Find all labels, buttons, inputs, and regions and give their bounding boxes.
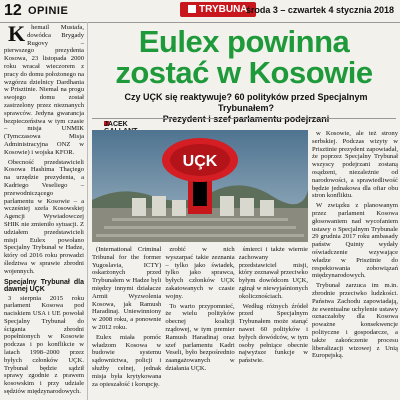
paragraph: Według różnych źródeł przed Specjalnym Trybunałem może stanąć nawet 60 polityków i byłych dowódców, w tym osoby pełniące obecnie najwyższe funkcje w państwie. bbox=[238, 302, 308, 365]
paragraph: Obecność przedstawicieli Kosowa Hashima Thaçiego na urzędzie prezydenta, a Kadriego Veseliego – przewodniczącego parlamentu w Kosowie – a wcześniej szefa Kosowskiej Agencji Wywiadowczej SHIK nie zmieniło sytuacji. Z udziałem przedstawicieli misji Eulex powołano Specjalny Trybunał w Hadze, który od 2016 roku prowadzi śledztwa w sprawie zbrodni wojennych. bbox=[4, 158, 84, 275]
brand-mark-icon bbox=[188, 5, 196, 13]
author-name: JACEK bbox=[104, 121, 128, 128]
paragraph: zrobić w nich wyszarpać takie zeznania – tylko jako świadek, tylko jako sprawca, byłych członków UÇK zakatowanych w czasie wojny. bbox=[165, 246, 235, 300]
deck-line-1: Czy UÇK się reaktywuje? 60 polityków przed Specjalnym Trybunałem? bbox=[124, 92, 368, 113]
byline bbox=[92, 118, 396, 129]
paragraph: 3 sierpnia 2015 roku parlament Kosowa pod naciskiem USA i UE powołał Specjalny Trybunał do ścigania zbrodni popełnionych w Kosowie podczas i po konflikcie w latach 1998–2000 przez byłych członków UÇK. Trybunał będzie sądził sprawy zgodnie z prawem kosowskim i przy udziale sędziów międzynarodowych. bbox=[4, 294, 84, 396]
paragraph: W związku z planowanym przez parlament Kosowa głosowaniem nad wycofaniem ustawy o Specjalnym Trybunale 29 grudnia 2017 roku ambasady państw Quinty wydały oświadczenie wzywające władze w Prisztinie do respektowania zobowiązań międzynarodowych. bbox=[312, 202, 398, 280]
paragraph: Eulex miała pomóc władzom Kosowa w budowie systemu sądownictwa, policji i służby celnej, jednak misja była krytykowana za opieszałość i korupcję. bbox=[92, 333, 162, 388]
bottom-column-1 bbox=[92, 246, 161, 400]
headline bbox=[92, 26, 396, 88]
bottom-column-3 bbox=[239, 246, 308, 400]
article-photo bbox=[92, 130, 308, 242]
paragraph: To warto przypomnieć, że wielu polityków obecnej koalicji rządowej, w tym premier Ramush Haradinaj oraz szef parlamentu Kadri Veseli, było bezpośrednio zaangażowanych w działania UÇK. bbox=[165, 302, 235, 372]
issue-date: środa 3 – czwartek 4 stycznia 2018 bbox=[245, 5, 394, 15]
brand-name: TRYBUNA bbox=[199, 4, 248, 15]
headline-line-2: zostać w Kosowie bbox=[115, 55, 373, 90]
lead-paragraph: hemail Mustafa, dowódca Brygady Rugovy – pierwszego prezydenta Kosowa, 23 listopada 2000 roku wracał wieczorem z pracy do domu położonego na wzgórzu dzielnicy Dardhania w Prisztinie. Niemal na progu swojego domu został zastrzelony przez nieznanych sprawców. Jedyna gwarancja bezpieczeństwa w tym czasie – misja UNMIK (Tymczasowa Misja Administracyjna ONZ w Kosowie) i wojska KFOR. bbox=[4, 24, 84, 156]
brand-logo bbox=[180, 2, 256, 17]
paragraph: (International Criminal Tribunal for the former Yugoslavia, ICTY) oskarżonych przed Trybunałem w Hadze byli między innymi działacze Armii Wyzwolenia Kosowa, jak Ramush Haradinaj. Uniewinniony w 2008 roku, a ponownie w 2012 roku. bbox=[92, 246, 162, 331]
memorial-photo-illustration bbox=[92, 130, 308, 242]
paragraph: śmierci i także wiernie zachowany przedstawiciel misji, który zeznawał przeciwko byłym dowódcom UÇK, zginął w niewyjaśnionych okolicznościach. bbox=[238, 246, 308, 300]
paragraph: w Kosowie, ale też strony serbskiej. Podczas wizyty w Prisztinie prezydent zapowiadał, że poprzez Specjalny Trybunał wszyscy podejrzani zostaną osądzeni, niezależnie od narodowości, a sprawiedliwość będzie jednakowa dla ofiar obu stron konfliktu. bbox=[312, 130, 398, 200]
page-header bbox=[0, 0, 400, 23]
headline-line-1: Eulex powinna bbox=[138, 24, 350, 59]
page-number: 12 bbox=[4, 2, 22, 19]
deck-line-2: Prezydent i szef parlamentu podejrzani bbox=[162, 114, 330, 124]
uck-banner-text: UÇK bbox=[182, 153, 218, 170]
bottom-columns bbox=[92, 246, 308, 400]
subheading: Specjalny Trybunał dla dawnej UÇK bbox=[4, 278, 84, 293]
bottom-column-2 bbox=[165, 246, 234, 400]
left-column bbox=[0, 22, 88, 400]
section-label: OPINIE bbox=[28, 5, 69, 17]
right-column bbox=[312, 130, 398, 400]
paragraph: Trybunał zarzuca im m.in. zbrodnie przeciwko ludzkości. Państwa Zachodu zapowiadają, że ewentualne uchylenie ustawy oznaczałoby dla Kosowa poważne konsekwencje polityczne i gospodarcze, a także zakończenie procesu liberalizacji wizowej z Unią Europejską. bbox=[312, 282, 398, 360]
drop-cap: K bbox=[8, 22, 26, 46]
